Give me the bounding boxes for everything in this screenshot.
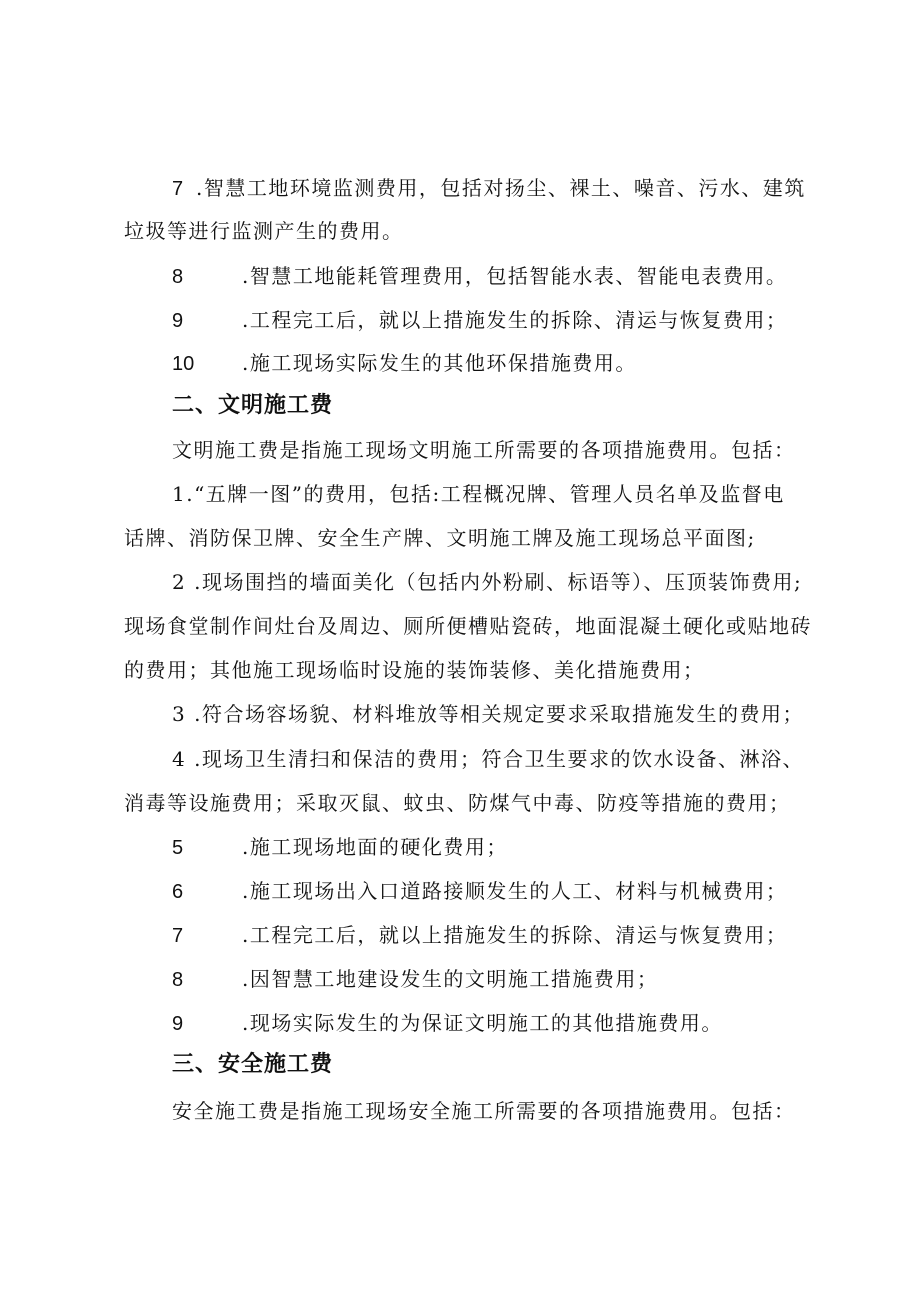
item-text: .工程完工后，就以上措施发生的拆除、清运与恢复费用； — [242, 923, 788, 947]
item-number: 9 — [172, 1013, 184, 1035]
item-text: .智慧工地环境监测费用，包括对扬尘、裸土、噪音、污水、建筑 — [196, 176, 806, 200]
item-number: 9 — [172, 310, 184, 332]
env-item-10 — [172, 349, 637, 378]
item-number: 7 — [172, 178, 184, 200]
section-heading-safety-construction: 三、安全施工费 — [172, 1052, 334, 1077]
item-text: .施工现场实际发生的其他环保措施费用。 — [242, 351, 637, 375]
item-text: .工程完工后，就以上措施发生的拆除、清运与恢复费用； — [242, 308, 788, 332]
env-item-8 — [172, 262, 787, 291]
env-item-9 — [172, 306, 787, 335]
section2-item-5 — [172, 833, 508, 862]
item-text: .现场实际发生的为保证文明施工的其他措施费用。 — [242, 1011, 723, 1035]
item-text: .施工现场出入口道路接顺发生的人工、材料与机械费用； — [242, 879, 788, 903]
item-text: 垃圾等进行监测产生的费用。 — [124, 219, 404, 243]
section2-line-7: 4 .现场卫生清扫和保洁的费用；符合卫生要求的饮水设备、淋浴、 — [172, 747, 804, 771]
item-text: .因智慧工地建设发生的文明施工措施费用； — [242, 967, 659, 991]
section2-line-1: 1.“五牌一图”的费用，包括:工程概况牌、管理人员名单及监督电 — [172, 482, 785, 506]
section2-line-6: 3 .符合场容场貌、材料堆放等相关规定要求采取措施发生的费用； — [172, 702, 804, 726]
item-number: 8 — [172, 969, 184, 991]
section2-item-9 — [172, 1009, 723, 1038]
env-item-7 — [172, 174, 806, 203]
section2-line-5: 的费用；其他施工现场临时设施的装饰装修、美化措施费用； — [124, 658, 705, 682]
section2-line-8: 消毒等设施费用；采取灭鼠、蚊虫、防煤气中毒、防疫等措施的费用； — [124, 791, 791, 815]
section2-intro: 文明施工费是指施工现场文明施工所需要的各项措施费用。包括： — [172, 438, 796, 462]
item-text: .施工现场地面的硬化费用； — [242, 835, 508, 859]
section-heading-civilized-construction: 二、文明施工费 — [172, 393, 334, 418]
item-number: 8 — [172, 266, 184, 288]
env-item-7-continued — [124, 217, 404, 245]
section2-item-8 — [172, 965, 658, 994]
item-number: 10 — [172, 353, 195, 375]
item-number: 5 — [172, 837, 184, 859]
section3-intro: 安全施工费是指施工现场安全施工所需要的各项措施费用。包括： — [172, 1099, 796, 1123]
section2-line-3: 2 .现场围挡的墙面美化（包括内外粉刷、标语等）、压顶装饰费用; — [172, 570, 803, 594]
item-text: .智慧工地能耗管理费用，包括智能水表、智能电表费用。 — [242, 264, 788, 288]
item-number: 7 — [172, 925, 184, 947]
item-number: 6 — [172, 881, 184, 903]
section2-item-7 — [172, 921, 787, 950]
section2-item-6 — [172, 877, 787, 906]
section2-line-4: 现场食堂制作间灶台及周边、厕所便槽贴瓷砖，地面混凝土硬化或贴地砖 — [124, 614, 812, 638]
section2-line-2: 话牌、消防保卫牌、安全生产牌、文明施工牌及施工现场总平面图; — [124, 526, 756, 550]
